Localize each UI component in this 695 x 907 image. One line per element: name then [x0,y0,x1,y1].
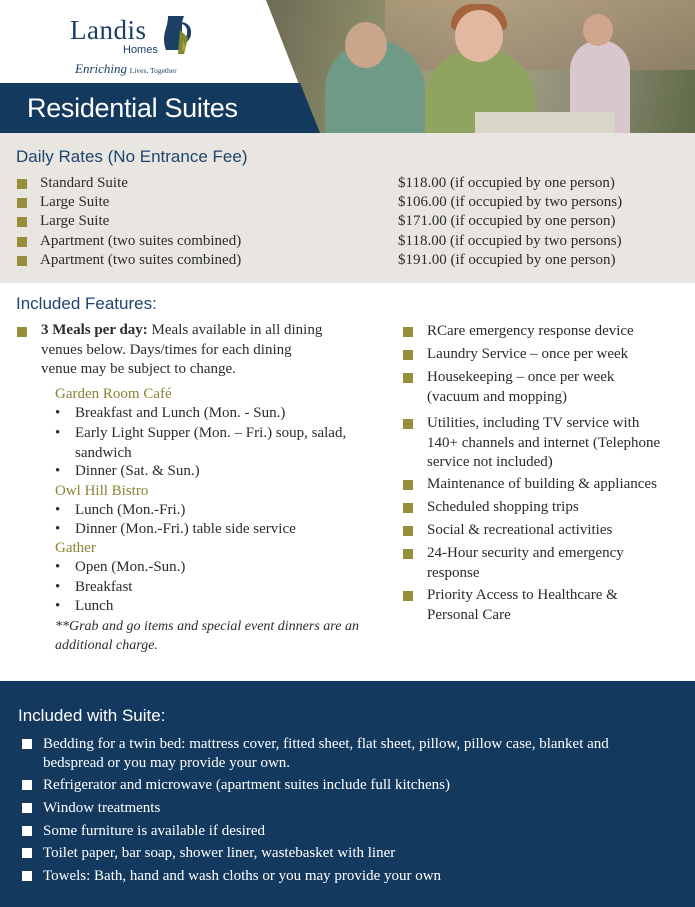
dot-bullet-icon: • [55,521,61,537]
suite-item-text: Refrigerator and microwave (apartment suites include full kitchens) [43,777,450,793]
logo-tagline [75,61,177,77]
list-item-text: Lunch (Mon.-Fri.) [75,502,186,518]
rate-name: Standard Suite [40,175,128,191]
square-bullet-icon [403,526,413,536]
rate-price: $171.00 (if occupied by one person) [398,213,616,229]
square-bullet-icon [22,871,32,881]
square-bullet-icon [403,350,413,360]
square-bullet-icon [17,327,27,337]
square-bullet-icon [403,327,413,337]
list-item-text: Dinner (Mon.-Fri.) table side service [75,521,296,537]
dot-bullet-icon: • [55,598,61,614]
rate-name: Apartment (two suites combined) [40,233,242,249]
dot-bullet-icon: • [55,405,61,421]
dot-bullet-icon: • [55,559,61,575]
included-with-suite-heading: Included with Suite: [18,706,166,725]
square-bullet-icon [403,480,413,490]
list-item-text: Open (Mon.-Sun.) [75,559,186,575]
rate-row [0,213,695,233]
rate-name: Large Suite [40,213,110,229]
list-item-text: Dinner (Sat. & Sun.) [75,463,200,479]
suite-item-text: Some furniture is available if desired [43,823,266,839]
header-photo [265,0,695,133]
rate-name: Apartment (two suites combined) [40,252,242,268]
square-bullet-icon [403,591,413,601]
square-bullet-icon [22,780,32,790]
square-bullet-icon [17,237,27,247]
square-bullet-icon [17,198,27,208]
feature-item-text: Priority Access to Healthcare & Personal Care [427,587,618,623]
grab-and-go-note: **Grab and go items and special event dinners are an additional charge. [55,619,359,653]
square-bullet-icon [403,373,413,383]
dot-bullet-icon: • [55,425,61,441]
feature-item-text: Maintenance of building & appliances [427,476,657,492]
rate-price: $118.00 (if occupied by two persons) [398,233,622,249]
square-bullet-icon [22,848,32,858]
list-item-text: Early Light Supper (Mon. – Fri.) soup, salad, sandwich [75,425,347,461]
venue-name: Owl Hill Bistro [55,483,149,499]
feature-item-text: 24-Hour security and emergency response [427,545,624,581]
list-item-text: Breakfast [75,579,133,595]
feature-item-text: Social & recreational activities [427,522,613,538]
logo-sub: Homes [123,44,158,56]
rate-row [0,252,695,272]
venue-name: Gather [55,540,96,556]
square-bullet-icon [22,803,32,813]
rate-row [0,175,695,195]
rate-price: $106.00 (if occupied by two persons) [398,194,623,210]
feature-item-text: Laundry Service – once per week [427,346,629,362]
square-bullet-icon [22,739,32,749]
dot-bullet-icon: • [55,502,61,518]
venue-name: Garden Room Café [55,386,172,402]
daily-rates-section [0,133,695,283]
dot-bullet-icon: • [55,463,61,479]
square-bullet-icon [403,503,413,513]
meals-text: Meals available in all dining venues below. Days/times for each dining venue may be subject to change. [41,322,323,377]
dot-bullet-icon: • [55,579,61,595]
list-item-text: Lunch [75,598,114,614]
rate-name: Large Suite [40,194,110,210]
feature-item-text: Utilities, including TV service with 140+ channels and internet (Telephone service not included) [427,415,661,470]
square-bullet-icon [403,549,413,559]
meals-description [41,321,331,380]
square-bullet-icon [22,826,32,836]
suite-item-text: Window treatments [43,800,161,816]
square-bullet-icon [403,419,413,429]
list-item-text: Breakfast and Lunch (Mon. - Sun.) [75,405,286,421]
rate-row [0,233,695,253]
feature-item-text: Scheduled shopping trips [427,499,579,515]
pitcher-logo-icon [158,10,198,56]
rate-row [0,194,695,214]
daily-rates-heading: Daily Rates (No Entrance Fee) [16,147,248,166]
suite-item-text: Bedding for a twin bed: mattress cover, fitted sheet, flat sheet, pillow, pillow case, blanket and bedspread or you may provide your own. [43,736,609,771]
feature-item-text: RCare emergency response device [427,323,634,339]
header [0,0,695,133]
square-bullet-icon [17,217,27,227]
logo-tagline-rest: Lives, Together [129,66,177,75]
rate-price: $191.00 (if occupied by one person) [398,252,616,268]
logo-tagline-script: Enriching [75,61,127,76]
meals-bold: 3 Meals per day: [41,322,148,338]
rate-price: $118.00 (if occupied by one person) [398,175,615,191]
page-title: Residential Suites [27,93,238,123]
suite-item-text: Towels: Bath, hand and wash cloths or you may provide your own [43,868,442,884]
included-with-suite-section [0,681,695,907]
feature-item-text: Housekeeping – once per week (vacuum and mopping) [427,369,615,405]
included-features-heading: Included Features: [16,294,157,313]
square-bullet-icon [17,256,27,266]
square-bullet-icon [17,179,27,189]
logo-wordmark: Landis [70,15,147,45]
suite-item-text: Toilet paper, bar soap, shower liner, wastebasket with liner [43,845,396,861]
